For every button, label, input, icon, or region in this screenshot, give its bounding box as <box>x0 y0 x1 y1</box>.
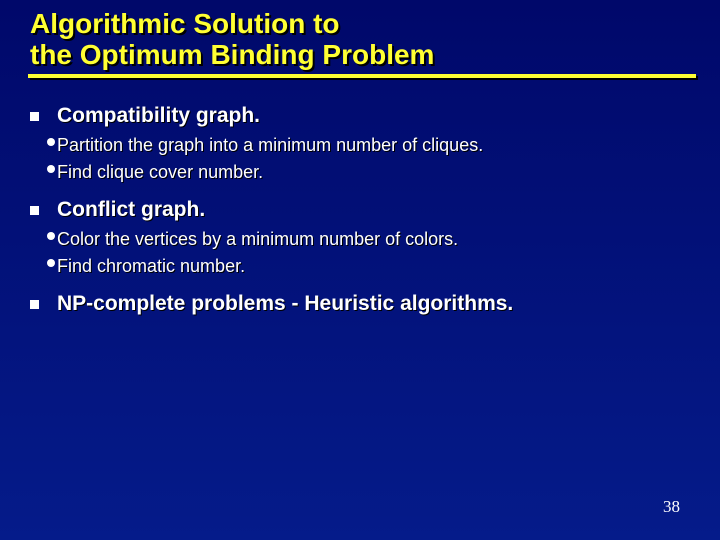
bullet-text: NP-complete problems - Heuristic algorithms. <box>57 292 514 315</box>
square-bullet-icon <box>30 300 39 309</box>
title-line-1: Algorithmic Solution to <box>30 8 340 39</box>
round-bullet-icon <box>47 259 55 267</box>
page-number: 38 <box>663 497 680 516</box>
title-line-2: the Optimum Binding Problem <box>30 39 435 70</box>
sub-bullet-item <box>47 134 687 156</box>
sub-bullet-text: Find clique cover number. <box>57 162 264 182</box>
round-bullet-icon <box>47 138 55 146</box>
square-bullet-icon <box>30 206 39 215</box>
round-bullet-icon <box>47 232 55 240</box>
title-underline <box>28 74 696 78</box>
slide-title <box>30 8 690 70</box>
sub-bullet-text: Find chromatic number. <box>57 256 246 276</box>
square-bullet-icon <box>30 112 39 121</box>
sub-bullet-text: Partition the graph into a minimum number of cliques. <box>57 135 484 155</box>
bullet-text: Compatibility graph. <box>57 104 261 127</box>
round-bullet-icon <box>47 165 55 173</box>
bullet-text: Conflict graph. <box>57 198 206 221</box>
sub-bullet-item <box>47 228 687 250</box>
sub-bullet-item <box>47 255 687 277</box>
sub-bullet-text: Color the vertices by a minimum number of colors. <box>57 229 459 249</box>
sub-bullet-item <box>47 161 687 183</box>
